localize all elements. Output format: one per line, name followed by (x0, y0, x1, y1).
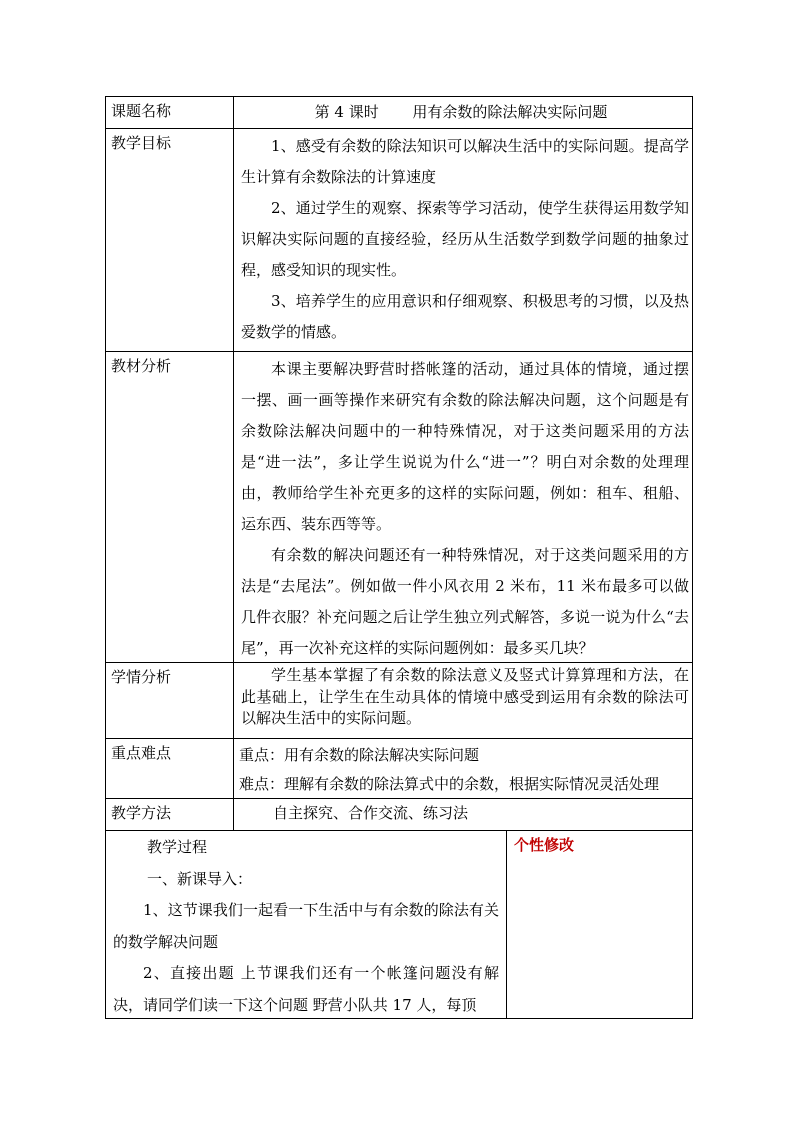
row-lesson-title (105, 96, 693, 128)
table-border-top (105, 96, 693, 97)
process-heading: 教学过程 (147, 838, 208, 856)
table-border-left (105, 96, 106, 1019)
keypoint-focus: 重点：用有余数的除法解决实际问题 (239, 746, 480, 764)
process-item: 1、这节课我们一起看一下生活中与有余数的除法有关的数学解决问题 (113, 901, 499, 951)
table-column-divider (506, 830, 507, 1019)
table-row-divider (105, 662, 693, 663)
table-row-divider (105, 351, 693, 352)
table-row-divider (105, 830, 693, 831)
material-content (233, 351, 693, 664)
objectives-content (233, 128, 693, 348)
material-paragraph: 有余数的解决问题还有一种特殊情况，对于这类问题采用的方法是“去尾法”。例如做一件小风衣用 2 米布，11 米布最多可以做几件衣服？补充问题之后让学生独立列式解答，多说一说为什么“去尾”，再一次补充这样的实际问题例如：最多买几块？ (241, 546, 689, 657)
objective-item: 2、通过学生的观察、探索等学习活动，使学生获得运用数学知识解决实际问题的直接经验，经历从生活数学到数学问题的抽象过程，感受知识的现实性。 (241, 199, 689, 279)
table-column-divider (233, 96, 234, 830)
lesson-plan-table (105, 96, 693, 1019)
lesson-title-value (233, 96, 693, 125)
objective-item: 1、感受有余数的除法知识可以解决生活中的实际问题。提高学生计算有余数除法的计算速度 (241, 137, 689, 186)
row-keypoints (105, 738, 693, 798)
keypoint-difficulty: 难点：理解有余数的除法算式中的余数，根据实际情况灵活处理 (239, 775, 660, 793)
row-material-analysis (105, 351, 693, 662)
students-text: 学生基本掌握了有余数的除法意义及竖式计算算理和方法，在此基础上，让学生在生动具体的情境中感受到运用有余数的除法可以解决生活中的实际问题。 (241, 666, 689, 727)
objective-item: 3、培养学生的应用意识和仔细观察、积极思考的习惯，以及热爱数学的情感。 (241, 292, 689, 341)
row-objectives (105, 128, 693, 351)
keypoints-label: 重点难点 (111, 744, 172, 762)
methods-label: 教学方法 (111, 804, 172, 822)
keypoints-content (233, 738, 693, 799)
material-label: 教材分析 (111, 357, 172, 375)
process-content (105, 830, 505, 1021)
methods-text: 自主探究、合作交流、练习法 (273, 804, 469, 822)
objectives-label: 教学目标 (111, 134, 172, 152)
process-section: 一、新课导入： (147, 869, 253, 888)
lesson-title-label: 课题名称 (111, 102, 172, 120)
process-item: 2、直接出题 上节课我们还有一个帐篷问题没有解决，请同学们读一下这个问题 野营小队共 17 人，每顶 (113, 964, 499, 1014)
lesson-title: 用有余数的除法解决实际问题 (412, 103, 608, 121)
students-content (233, 662, 693, 730)
row-student-analysis (105, 662, 693, 738)
row-process (105, 830, 693, 1019)
table-row-divider (105, 738, 693, 739)
material-paragraph: 本课主要解决野营时搭帐篷的活动，通过具体的情境，通过摆一摆、画一画等操作来研究有余数的除法解决问题，这个问题是有余数除法解决问题中的一种特殊情况，对于这类问题采用的方法是“进一法”，多让学生说说为什么“进一”？明白对余数的处理理由，教师给学生补充更多的这样的实际问题，例如：租车、租船、运东西、装东西等等。 (241, 360, 689, 533)
table-row-divider (105, 798, 693, 799)
table-row-divider (105, 128, 693, 129)
table-border-bottom (105, 1018, 693, 1019)
lesson-number: 第 4 课时 (314, 103, 379, 121)
modification-label: 个性修改 (514, 836, 575, 854)
table-border-right (692, 96, 693, 1019)
students-label: 学情分析 (111, 668, 172, 686)
row-methods (105, 798, 693, 830)
